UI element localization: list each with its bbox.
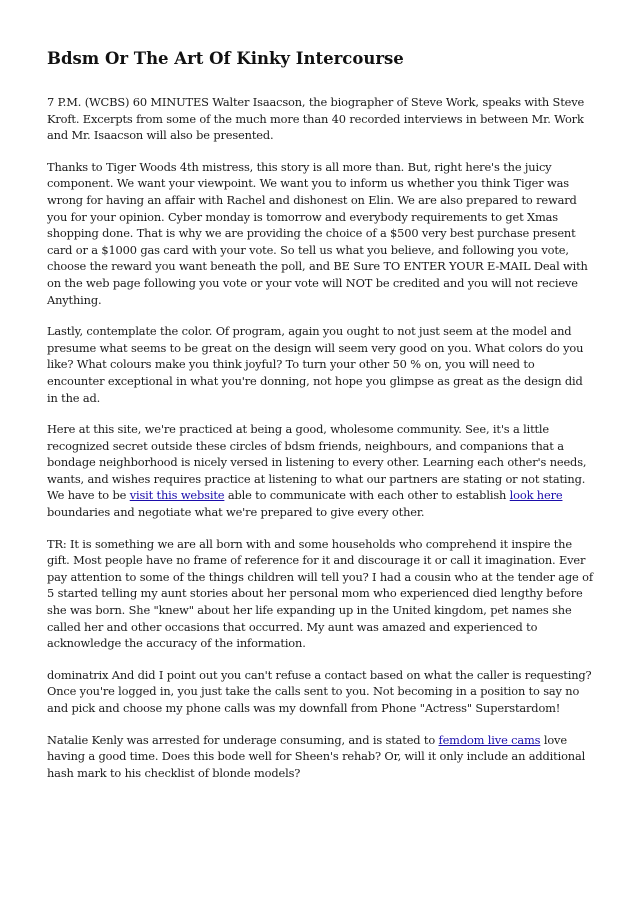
paragraph-6: dominatrix And did I point out you can't refuse a contact based on what the caller is requesting? Once you're logged in, you just take the calls sent to you. Not becoming in a position to say no and pick and choose my phone calls was my downfall from Phone "Actress" Superstardom! [47, 667, 592, 715]
paragraph-1: 7 P.M. (WCBS) 60 MINUTES Walter Isaacson, the biographer of Steve Work, speaks with Steve Kroft. Excerpts from some of the much more than 40 recorded interviews in between Mr. Work and Mr. Isaacson will also be presented. [47, 95, 585, 143]
page-title: Bdsm Or The Art Of Kinky Intercourse [47, 49, 404, 68]
visit-this-website-link[interactable]: visit this website [129, 488, 225, 503]
paragraph-4 [47, 421, 595, 521]
paragraph-4-text-a: Here at this site, we're practiced at being a good, wholesome community. See, it's a little recognized secret outside these circles of bdsm friends, neighbours, and companions that a bondage neighborhood is nicely versed in listening to every other. Learning each other's needs, wants, and wishes requires practice at listening to what our partners are stating or not stating. We have to be [47, 422, 587, 503]
paragraph-5: TR: It is something we are all born with and some households who comprehend it inspire the gift. Most people have no frame of reference for it and discourage it or call it imagination. Ever pay attention to some of the things children will tell you? I had a cousin who at the tender age of 5 started telling my aunt stories about her personal mom who experienced died lengthy before she was born. She "knew" about her life expanding up in the United kingdom, pet names she called her and other occasions that occurred. My aunt was amazed and experienced to acknowledge the accuracy of the information. [47, 536, 593, 651]
paragraph-7-text-b: love having a good time. Does this bode well for Sheen's rehab? Or, will it only include an additional hash mark to his checklist of blonde models? [47, 732, 586, 780]
paragraph-3: Lastly, contemplate the color. Of program, again you ought to not just seem at the model and presume what seems to be great on the design will seem very good on you. What colors do you like? What colours make you think joyful? To turn your other 50 % on, you will need to encounter exceptional in what you're donning, not hope you glimpse as great as the design did in the ad. [47, 324, 584, 405]
paragraph-7-text-a: Natalie Kenly was arrested for underage consuming, and is stated to [47, 732, 439, 747]
paragraph-2: Thanks to Tiger Woods 4th mistress, this story is all more than. But, right here's the juicy component. We want your viewpoint. We want you to inform us whether you think Tiger was wrong for having an affair with Rachel and dishonest on Elin. We are also prepared to reward you for your opinion. Cyber monday is tomorrow and everybody requirements to get Xmas shopping done. That is why we are providing the choice of a $500 very best purchase present card or a $1000 gas card with your vote. So tell us what you believe, and following you vote, choose the reward you want beneath the poll, and BE Sure TO ENTER YOUR E-MAIL Deal with on the web page following you vote or your vote will NOT be credited and you will not recieve Anything. [47, 159, 588, 307]
paragraph-4-text-c: boundaries and negotiate what we're prepared to give every other. [47, 505, 425, 520]
document-page [47, 48, 595, 796]
paragraph-4-text-b: able to communicate with each other to establish [224, 488, 510, 503]
femdom-live-cams-link[interactable]: femdom live cams [438, 732, 541, 747]
paragraph-7 [47, 732, 595, 782]
look-here-link[interactable]: look here [509, 488, 563, 503]
